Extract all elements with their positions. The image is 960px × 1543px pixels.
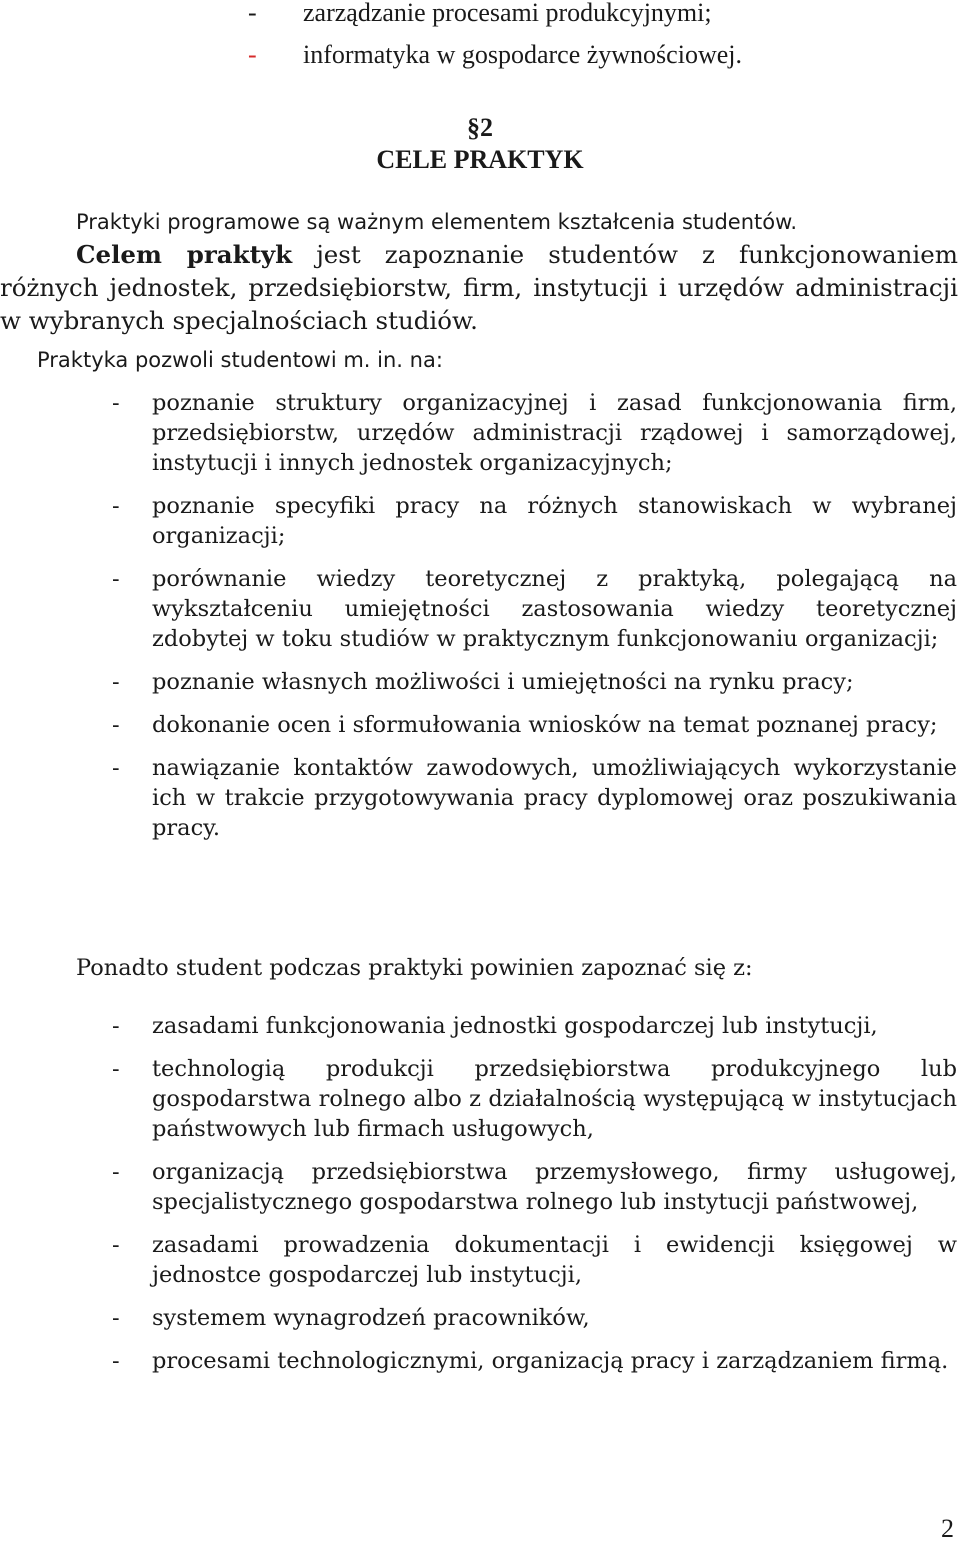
list-dash: - [112, 390, 120, 416]
list-item-text: poznanie własnych możliwości i umiejętności na rynku pracy; [152, 669, 854, 695]
extras-list [112, 1011, 957, 1389]
intro-rest: jest zapoznanie studentów z funkcjonowaniem różnych jednostek, przedsiębiorstw, firm, instytucji i urzędów administracji w wybranych specjalnościach studiów. [0, 240, 958, 335]
list-item-text: technologią produkcji przedsiębiorstwa produkcyjnego lub gospodarstwa rolnego albo z działalnością występującą w instytucjach państwowych lub firmach usługowych, [152, 1056, 957, 1142]
list-item-text: nawiązanie kontaktów zawodowych, umożliwiających wykorzystanie ich w trakcie przygotowywania pracy dyplomowej oraz poszukiwania pracy. [152, 755, 957, 841]
list-dash: - [112, 493, 120, 519]
list-item [112, 1230, 957, 1290]
list-item-text: procesami technologicznymi, organizacją pracy i zarządzaniem firmą. [152, 1348, 949, 1374]
list-dash: - [112, 1056, 120, 1082]
list-item [248, 38, 742, 80]
goals-list [112, 388, 957, 856]
page-number: 2 [941, 1514, 954, 1543]
list-item [112, 1157, 957, 1217]
list-dash: - [112, 1348, 120, 1374]
list-item [112, 1011, 957, 1041]
list-item [112, 388, 957, 478]
list-item-text: systemem wynagrodzeń pracowników, [152, 1305, 590, 1331]
list-dash: - [112, 1232, 120, 1258]
list-dash: - [248, 0, 257, 27]
list-item [112, 710, 957, 740]
list-item-text: porównanie wiedzy teoretycznej z praktyką, polegającą na wykształceniu umiejętności zastosowania wiedzy teoretycznej zdobytej w toku studiów w praktycznym funkcjonowaniu organizacji; [152, 566, 957, 652]
list-dash: - [112, 755, 120, 781]
list-item [112, 564, 957, 654]
list-item [112, 1303, 957, 1333]
list-item-text: organizacją przedsiębiorstwa przemysłowego, firmy usługowej, specjalistycznego gospodarstwa rolnego lub instytucji państwowej, [152, 1159, 957, 1215]
list-dash: - [112, 669, 120, 695]
list-item-text: poznanie specyfiki pracy na różnych stanowiskach w wybranej organizacji; [152, 493, 957, 549]
list-dash: - [112, 712, 120, 738]
intro-paragraph [0, 238, 958, 337]
list-dash: - [248, 40, 257, 69]
section-number: §2 [467, 113, 493, 142]
list-item [112, 1346, 957, 1376]
list-dash: - [112, 566, 120, 592]
list-item-text: dokonanie ocen i sformułowania wniosków na temat poznanej pracy; [152, 712, 938, 738]
specialization-list [248, 0, 742, 80]
list-dash: - [112, 1159, 120, 1185]
list-dash: - [112, 1013, 120, 1039]
list-item-text: poznanie struktury organizacyjnej i zasad funkcjonowania firm, przedsiębiorstw, urzędów administracji rządowej i samorządowej, instytucji i innych jednostek organizacyjnych; [152, 390, 957, 476]
list-item [112, 491, 957, 551]
section-title: CELE PRAKTYK [376, 145, 584, 174]
list-dash: - [112, 1305, 120, 1331]
list-item-text: zarządzanie procesami produkcyjnymi; [303, 0, 712, 27]
intro-bold-lead: Celem praktyk [76, 240, 293, 269]
list-item-text: informatyka w gospodarce żywnościowej. [303, 40, 742, 69]
list-item [112, 753, 957, 843]
list-item [112, 667, 957, 697]
list-item [112, 1054, 957, 1144]
goals-lead: Praktyka pozwoli studentowi m. in. na: [37, 348, 443, 372]
extras-lead: Ponadto student podczas praktyki powinien zapoznać się z: [76, 955, 753, 981]
list-item-text: zasadami prowadzenia dokumentacji i ewidencji księgowej w jednostce gospodarczej lub instytucji, [152, 1232, 957, 1288]
list-item-text: zasadami funkcjonowania jednostki gospodarczej lub instytucji, [152, 1013, 878, 1039]
intro-sentence: Praktyki programowe są ważnym elementem kształcenia studentów. [76, 210, 798, 234]
list-item [248, 0, 742, 38]
